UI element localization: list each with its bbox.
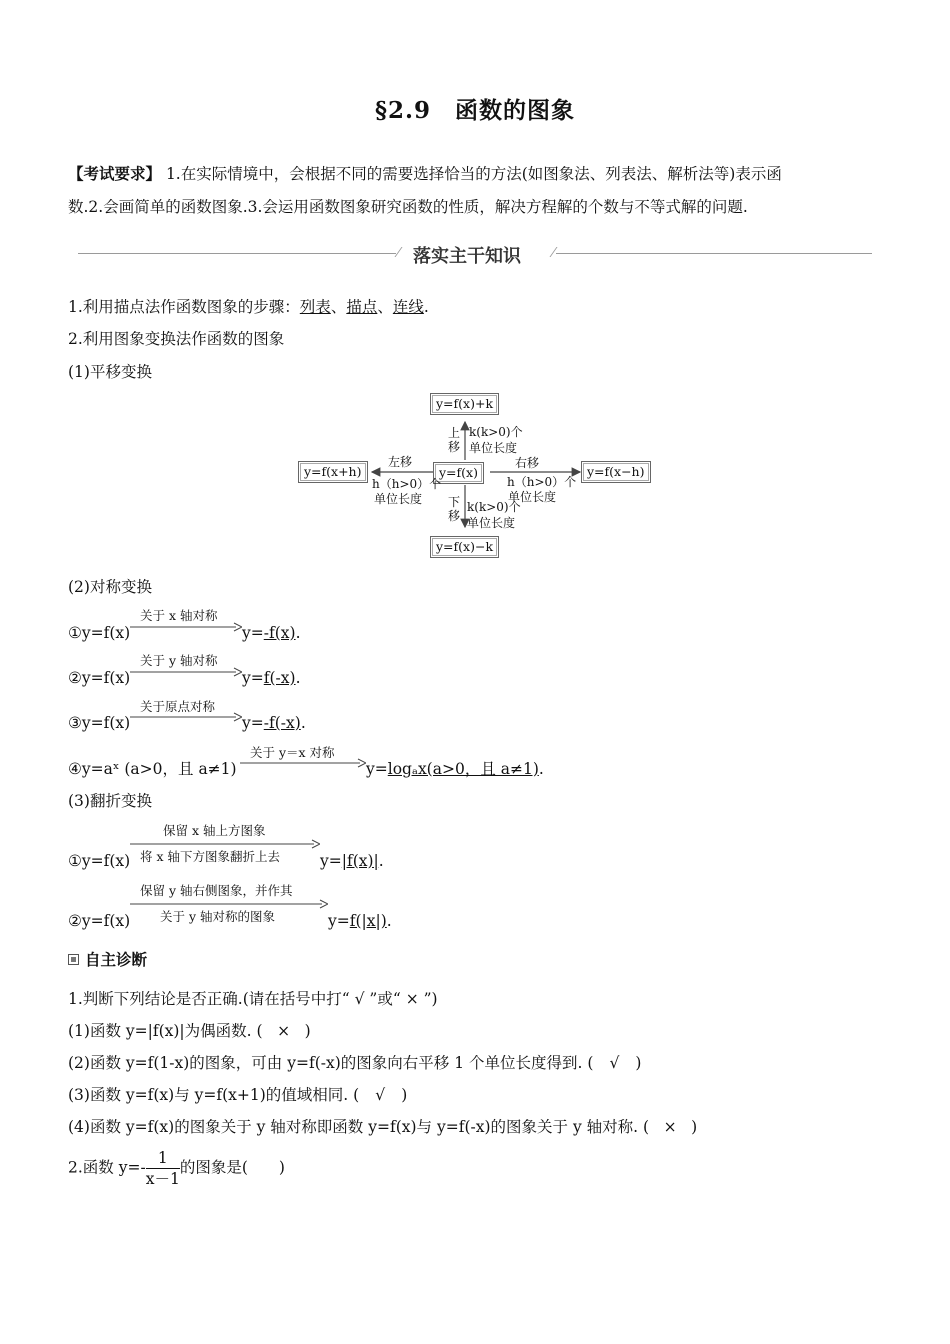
sym-result: y=-f(x). [242, 624, 301, 642]
sym-label: 关于 y 轴对称 [140, 653, 218, 668]
question-1: 1.判断下列结论是否正确.(请在括号中打“ √ ”或“ × ”) [68, 990, 438, 1008]
flip-above: 保留 y 轴右侧图象，并作其 [140, 883, 293, 898]
diagnosis-heading [68, 948, 147, 970]
judgment-item: (3)函数 y=f(x)与 y=f(x+1)的值域相同. ( √ ) [68, 1086, 408, 1104]
sym-start: ④y=aˣ (a>0，且 a≠1) [68, 760, 237, 778]
flip-result: y=|f(x)|. [320, 852, 384, 870]
banner-right-tick [549, 247, 567, 257]
step-list: 列表 [299, 298, 331, 316]
judgment-item: (4)函数 y=f(x)的图象关于 y 轴对称即函数 y=f(x)与 y=f(-x)的图象关于 y 轴对称. ( × ) [68, 1118, 698, 1136]
flip-below: 关于 y 轴对称的图象 [160, 909, 276, 924]
sym-arrow [130, 622, 242, 632]
right-label: 右移 [515, 456, 540, 470]
sym-result: y=f(-x). [242, 669, 301, 687]
sym-start: ①y=f(x) [68, 624, 131, 642]
right-desc-2: 单位长度 [508, 490, 557, 504]
item-1-prefix: 1.利用描点法作函数图象的步骤： [68, 298, 300, 316]
requirements-label: 【考试要求】 [68, 164, 162, 183]
q2-prefix: 2.函数 y=- [68, 1158, 146, 1177]
exam-requirements [68, 163, 782, 185]
sep: 、 [377, 298, 393, 316]
fraction-denominator: x－1 [145, 1170, 180, 1188]
flip-above: 保留 x 轴上方图象 [163, 823, 266, 838]
flip-below: 将 x 轴下方图象翻折上去 [140, 849, 280, 864]
sym-label: 关于 x 轴对称 [140, 608, 218, 623]
sym-result: y=-f(-x). [242, 714, 306, 732]
left-desc-2: 单位长度 [374, 492, 423, 506]
translation-heading: (1)平移变换 [68, 363, 152, 381]
down-label: 下 移 [448, 495, 461, 523]
box-shift-left: y=f(x+h) [298, 461, 368, 483]
sym-label: 关于 y＝x 对称 [250, 745, 335, 760]
page-title: §2.9 函数的图象 [374, 97, 576, 124]
sym-arrow [130, 667, 242, 677]
down-desc-2: 单位长度 [467, 516, 516, 530]
down-desc-1: k(k>0)个 [467, 500, 521, 514]
q2-suffix: 的图象是( ) [179, 1158, 285, 1177]
flip-heading: (3)翻折变换 [68, 792, 152, 810]
flip-start: ①y=f(x) [68, 852, 131, 870]
flip-result: y=f(|x|). [328, 912, 392, 930]
up-desc-2: 单位长度 [469, 441, 518, 455]
up-label: 上 移 [448, 426, 461, 454]
flip-start: ②y=f(x) [68, 912, 131, 930]
up-desc-1: k(k>0)个 [469, 425, 523, 439]
fraction [146, 1148, 180, 1189]
box-shift-down: y=f(x)−k [430, 536, 499, 558]
answer-mark: × [663, 1118, 677, 1136]
section-banner: 落实主干知识 [413, 246, 521, 267]
item-2: 2.利用图象变换法作函数的图象 [68, 330, 285, 348]
box-shift-right: y=f(x−h) [581, 461, 651, 483]
box-center: y=f(x) [433, 462, 484, 484]
banner-left-tick [384, 247, 402, 257]
period: . [423, 298, 429, 316]
requirements-line1: 1.在实际情境中，会根据不同的需要选择恰当的方法(如图象法、列表法、解析法等)表示函 [161, 165, 782, 183]
judgment-item: (2)函数 y=f(1-x)的图象，可由 y=f(-x)的图象向右平移 1 个单位长度得到. ( √ ) [68, 1054, 642, 1072]
right-desc-1: h（h>0）个 [507, 475, 577, 489]
sep: 、 [330, 298, 347, 316]
sym-start: ②y=f(x) [68, 669, 131, 687]
answer-mark: × [277, 1022, 291, 1040]
sym-start: ③y=f(x) [68, 714, 131, 732]
sym-label: 关于原点对称 [140, 699, 216, 714]
answer-mark: √ [375, 1086, 386, 1104]
diagnosis-heading-text: 自主诊断 [85, 951, 148, 969]
item-1 [68, 296, 429, 318]
banner-right-rule [556, 253, 872, 254]
step-plot: 描点 [346, 298, 378, 316]
square-bullet-icon [68, 954, 79, 965]
box-shift-up: y=f(x)+k [430, 393, 499, 415]
requirements-line2: 数.2.会画简单的函数图象.3.会运用函数图象研究函数的性质，解决方程解的个数与不等式解的问题. [68, 198, 748, 216]
step-connect: 连线 [392, 298, 424, 316]
banner-left-rule [78, 253, 396, 254]
sym-arrow [130, 712, 242, 722]
left-label: 左移 [388, 455, 413, 469]
symmetry-heading: (2)对称变换 [68, 578, 152, 596]
sym-arrow [240, 758, 366, 768]
sym-result: y=logₐx(a>0，且 a≠1). [366, 760, 544, 778]
answer-mark: √ [609, 1054, 620, 1072]
left-desc-1: h（h>0）个 [372, 477, 442, 491]
fraction-numerator: 1 [146, 1148, 180, 1169]
question-2 [68, 1148, 285, 1189]
judgment-item: (1)函数 y=|f(x)|为偶函数. ( × ) [68, 1022, 311, 1040]
